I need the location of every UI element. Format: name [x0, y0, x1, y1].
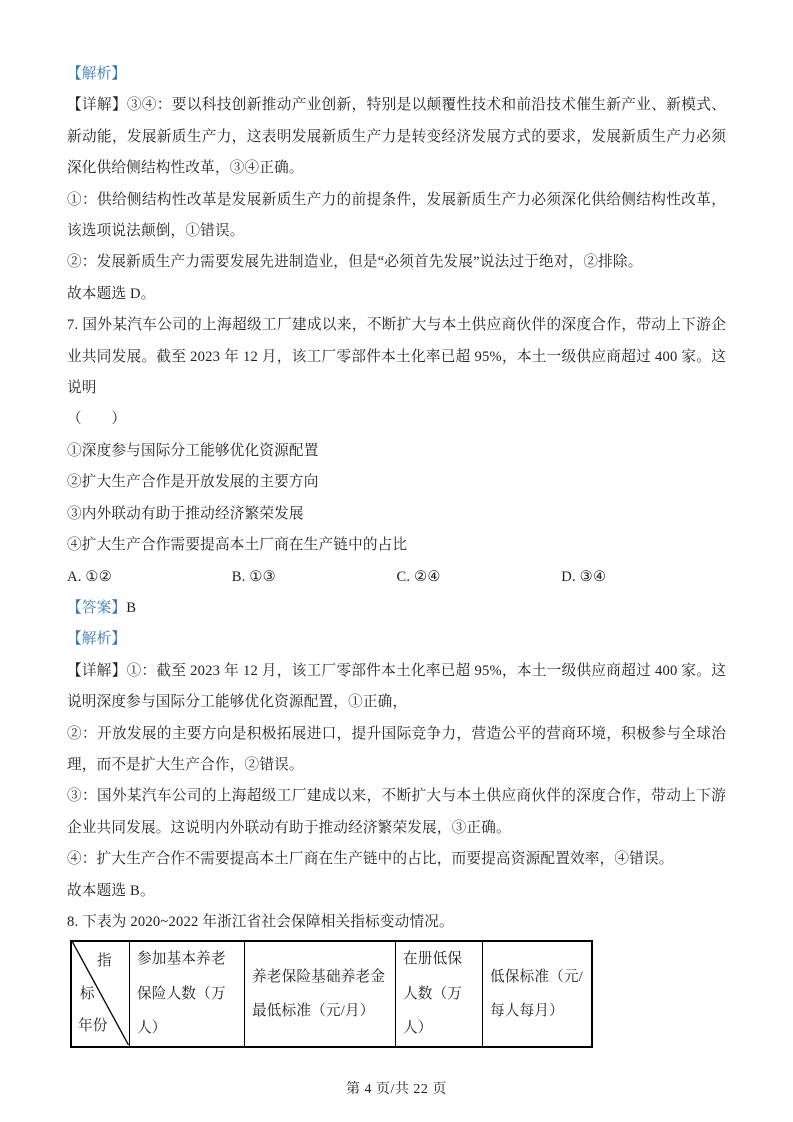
q7-statement-1: ①深度参与国际分工能够优化资源配置 [67, 442, 319, 459]
q7-point-3: ③：国外某汽车公司的上海超级工厂建成以来，不断扩大与本土供应商伙伴的深度合作，带动上下游企业共同发展。这说明内外联动有助于推动经济繁荣发展，③正确。 [67, 788, 726, 836]
q7-stem: 7. 国外某汽车公司的上海超级工厂建成以来，不断扩大与本土供应商伙伴的深度合作，带动上下游企业共同发展。截至 2023 年 12 月，该工厂零部件本土化率已超 95%，本土一级供应商超过 400 家。这说明 [67, 317, 726, 397]
q7-choice-a: A. ①② [67, 568, 113, 585]
q6-point-2: ②：发展新质生产力需要发展先进制造业，但是“必须首先发展”说法过于绝对，②排除。 [67, 254, 643, 271]
q7-choice-b: B. ①③ [231, 568, 276, 585]
table-header-pension-min-standard: 养老保险基础养老金最低标准（元/月） [245, 941, 396, 1047]
q7-answer-line [67, 593, 726, 624]
q7-statement-4: ④扩大生产合作需要提高本土厂商在生产链中的占比 [67, 537, 408, 554]
corner-label-indicator-1: 指 [97, 953, 112, 970]
q7-detail-text: 【详解】①：截至 2023 年 12 月，该工厂零部件本土化率已超 95%，本土一级供应商超过 400 家。这说明深度参与国际分工能够优化资源配置，①正确， [67, 662, 726, 711]
q7-answer-label: 【答案】 [67, 599, 127, 616]
q7-conclusion: 故本题选 B。 [67, 882, 155, 899]
q7-point-2: ②：开放发展的主要方向是积极拓展进口，提升国际竞争力，营造公平的营商环境，积极参与全球治理，而不是扩大生产合作，②错误。 [67, 725, 726, 773]
table-header-registered-subsistence: 在册低保人数（万人） [396, 941, 483, 1047]
q8-indicator-table [70, 940, 593, 1048]
q6-detail-text: 【详解】③④：要以科技创新推动产业创新，特别是以颠覆性技术和前沿技术催生新产业、新模式、新动能，发展新质生产力，这表明发展新质生产力是转变经济发展方式的要求，发展新质生产力必须深化供给侧结构性改革，③④正确。 [67, 97, 726, 177]
table-header-row [71, 941, 592, 1047]
table-corner-cell [71, 941, 130, 1047]
page-content [67, 59, 726, 1048]
q6-point-1: ①：供给侧结构性改革是发展新质生产力的前提条件，发展新质生产力必须深化供给侧结构性改革，该选项说法颠倒，①错误。 [67, 191, 726, 240]
q7-choice-c: C. ②④ [396, 568, 441, 585]
q7-statement-3: ③内外联动有助于推动经济繁荣发展 [67, 505, 304, 522]
q7-analysis-label: 【解析】 [67, 631, 127, 648]
q6-conclusion: 故本题选 D。 [67, 285, 156, 302]
q7-choice-d: D. ③④ [561, 568, 607, 585]
table-header-subsistence-standard: 低保标准（元/每人每月） [483, 941, 593, 1047]
page-number: 第 4 页/共 22 页 [346, 1082, 447, 1097]
q6-analysis-label: 【解析】 [67, 66, 127, 82]
q7-answer-bracket: （ ） [67, 411, 127, 428]
table-header-pension-participants: 参加基本养老保险人数（万人） [130, 941, 245, 1047]
corner-label-year: 年份 [78, 1018, 108, 1035]
q7-statement-2: ②扩大生产合作是开放发展的主要方向 [67, 474, 319, 491]
q8-intro: 8. 下表为 2020~2022 年浙江省社会保障相关指标变动情况。 [67, 913, 454, 930]
q7-choices-row [67, 562, 726, 593]
q7-point-4: ④：扩大生产合作不需要提高本土厂商在生产链中的占比，而要提高资源配置效率，④错误。 [67, 851, 674, 868]
q7-answer-value: B [126, 599, 137, 616]
corner-label-indicator-2: 标 [80, 986, 95, 1003]
